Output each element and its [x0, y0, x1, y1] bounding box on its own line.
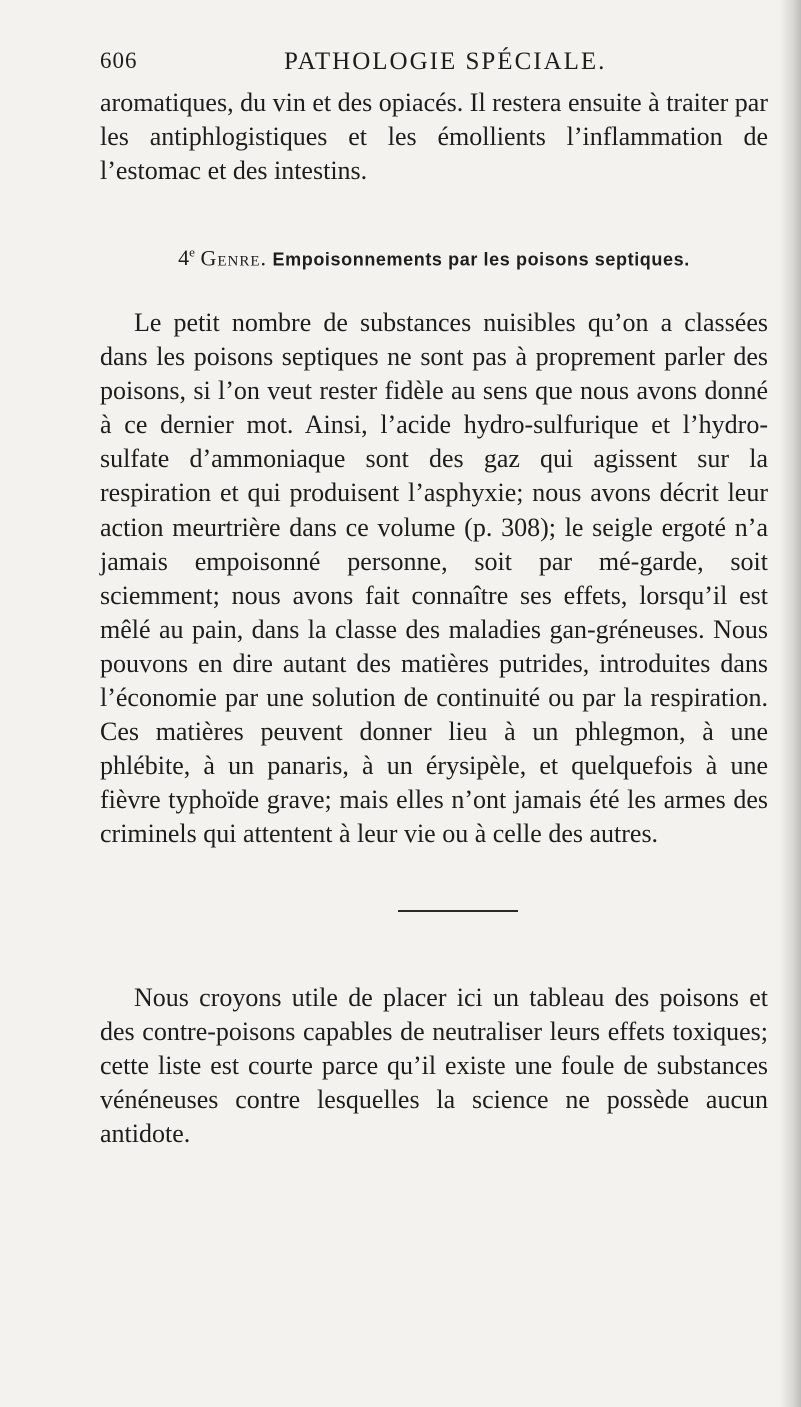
paragraph-intro: aromatiques, du vin et des opiacés. Il restera ensuite à traiter par les antiphlogistiques et les émollients l’inflammation de l’estomac et des intestins.	[100, 88, 768, 186]
paragraph-septic-poisons: Le petit nombre de substances nuisibles qu’on a classées dans les poisons septiques ne sont pas à proprement parler des poisons, si l’on veut rester fidèle au sens que nous avons donné à ce dernier mot. Ainsi, l’acide hydro-sulfurique et l’hydro-sulfate d’ammoniaque sont des gaz qui agissent sur la respiration et qui produisent l’asphyxie; nous avons décrit leur action meurtrière dans ce volume (p. 308); le seigle ergoté n’a jamais empoisonné personne, soit par mé-garde, soit sciemment; nous avons fait connaître ses effets, lorsqu’il est mêlé au pain, dans la classe des maladies gan-gréneuses. Nous pouvons en dire autant des matières putrides, introduites dans l’économie par une solution de continuité ou par la respiration. Ces matières peuvent donner lieu à un phlegmon, à une phlébite, à un panaris, à un érysipèle, et quelquefois à une fièvre typhoïde grave; mais elles n’ont jamais été les armes des criminels qui attentent à leur vie ou à celle des autres.	[100, 308, 768, 849]
genre-number: 4e	[178, 245, 195, 271]
running-title: PATHOLOGIE SPÉCIALE.	[284, 48, 607, 75]
genre-word: Genre.	[200, 245, 268, 271]
genre-title: Empoisonnements par les poisons septiques.	[272, 249, 690, 270]
section-divider	[398, 910, 518, 912]
running-head	[100, 48, 780, 88]
section-heading	[100, 245, 768, 271]
page-number: 606	[100, 48, 138, 73]
page-edge-shadow	[779, 0, 801, 1407]
paragraph-table-note: Nous croyons utile de placer ici un tableau des poisons et des contre-poisons capables de neutraliser leurs effets toxiques; cette liste est courte parce qu’il existe une foule de substances vénéneuses contre lesquelles la science ne possède aucun antidote.	[100, 983, 768, 1149]
genre-superscript: e	[189, 245, 195, 260]
